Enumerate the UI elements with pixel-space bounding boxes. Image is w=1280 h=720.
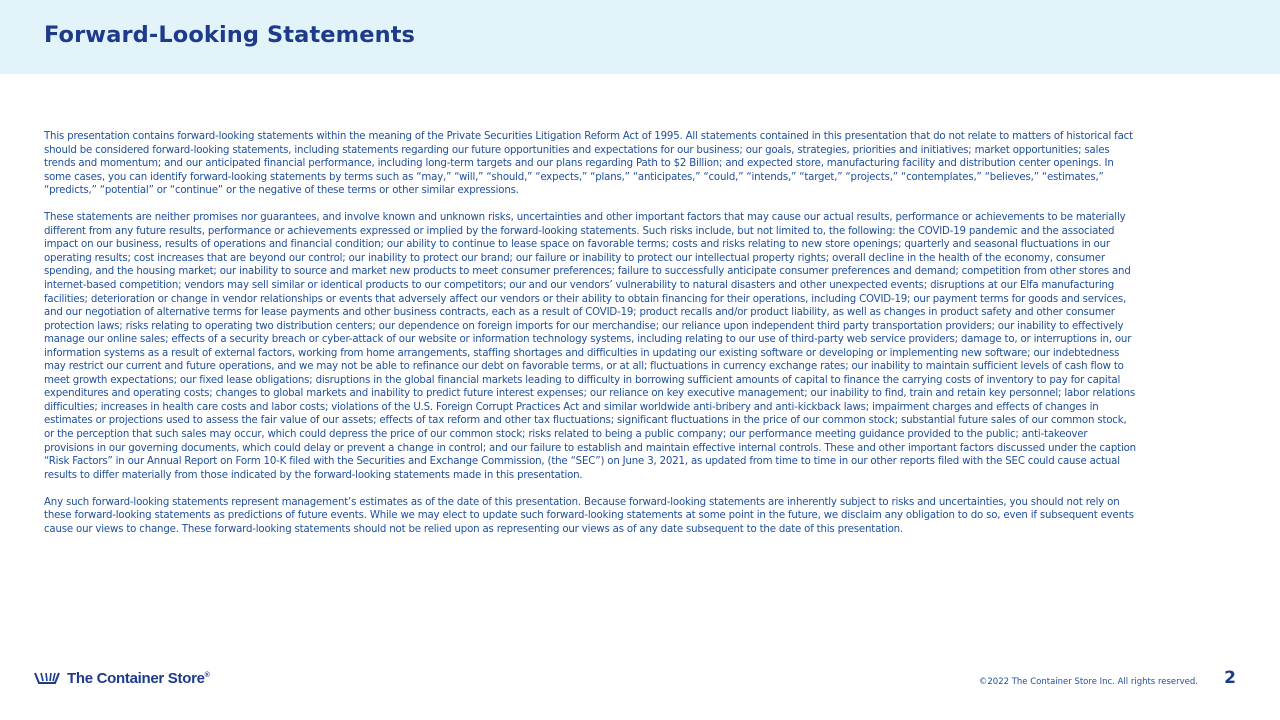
logo-wordmark: The Container Store® (67, 669, 210, 687)
page-number: 2 (1224, 668, 1236, 688)
copyright-notice: ©2022 The Container Store Inc. All rights reserved. (978, 677, 1198, 687)
paragraph-risks: These statements are neither promises nor guarantees, and involve known and unknown risks, uncertainties and other important factors that may cause our actual results, performance or achievements to be materially different from any future results, performance or achievements expressed or implied by the forward-looking statements. Such risks include, but not limited to, the following: the COVID-19 pandemic and the associated impact on our business, results of operations and financial condition; our ability to continue to lease space on favorable terms; costs and risks relating to new store openings; quarterly and seasonal fluctuations in our operating results; cost increases that are beyond our control; our inability to protect our brand; our failure or inability to protect our intellectual property rights; overall decline in the health of the economy, consumer spending, and the housing market; our inability to source and market new products to meet consumer preferences; failure to successfully anticipate consumer preferences and demand; competition from other stores and internet-based competition; vendors may sell similar or identical products to our competitors; our and our vendors’ vulnerability to natural disasters and other unexpected events; disruptions at our Elfa manufacturing facilities; deterioration or change in vendor relationships or events that adversely affect our vendors or their ability to obtain financing for their operations, including COVID-19; our payment terms for goods and services, and our negotiation of alternative terms for lease payments and other business contracts, each as a result of COVID-19; product recalls and/or product liability, as well as changes in product safety and other consumer protection laws; risks relating to operating two distribution centers; our dependence on foreign imports for our merchandise; our reliance upon independent third party transportation providers; our inability to effectively manage our online sales; effects of a security breach or cyber-attack of our website or information technology systems, including relating to our use of third-party web service providers; damage to, or interruptions in, our information systems as a result of external factors, working from home arrangements, staffing shortages and difficulties in updating our existing software or developing or implementing new software; our indebtedness may restrict our current and future operations, and we may not be able to refinance our debt on favorable terms, or at all; fluctuations in currency exchange rates; our inability to maintain sufficient levels of cash flow to meet growth expectations; our fixed lease obligations; disruptions in the global financial markets leading to difficulty in borrowing sufficient amounts of capital to finance the carrying costs of inventory to pay for capital expenditures and operating costs; changes to global markets and inability to predict future interest expenses; our reliance on key executive management; our inability to find, train and retain key personnel; labor relations difficulties; increases in health care costs and labor costs; violations of the U.S. Foreign Corrupt Practices Act and similar worldwide anti-bribery and anti-kickback laws; impairment charges and effects of changes in estimates or projections used to assess the fair value of our assets; effects of tax reform and other tax fluctuations; significant fluctuations in the price of our common stock; substantial future sales of our common stock, or the perception that such sales may occur, which could depress the price of our common stock; risks related to being a public company; our performance meeting guidance provided to the public; anti-takeover provisions in our governing documents, which could delay or prevent a change in control; and our failure to establish and maintain effective internal controls. These and other important factors discussed under the caption “Risk Factors” in our Annual Report on Form 10-K filed with the Securities and Exchange Commission, (the “SEC”) on June 3, 2021, as updated from time to time in our other reports filed with the SEC could cause actual results to differ materially from those indicated by the forward-looking statements made in this presentation. (44, 212, 1136, 481)
paragraph-intro: This presentation contains forward-looking statements within the meaning of the Private Securities Litigation Reform Act of 1995. All statements contained in this presentation that do not relate to matters of historical fact should be considered forward-looking statements, including statements regarding our future opportunities and expectations for our business; our goals, strategies, priorities and initiatives; market opportunities; sales trends and momentum; and our anticipated financial performance, including long-term targets and our plans regarding Path to $2 Billion; and expected store, manufacturing facility and distribution center openings. In some cases, you can identify forward-looking statements by terms such as “may,” “will,” “should,” “expects,” “plans,” “anticipates,” “could,” “intends,” “target,” “projects,” “contemplates,” “believes,” “estimates,” “predicts,” “potential” or “continue” or the negative of these terms or other similar expressions. (44, 131, 1133, 197)
container-store-logo-icon (34, 671, 60, 685)
company-logo (34, 668, 210, 688)
paragraph-estimates: Any such forward-looking statements represent management’s estimates as of the date of this presentation. Because forward-looking statements are inherently subject to risks and uncertainties, you should not rely on these forward-looking statements as predictions of future events. While we may elect to update such forward-looking statements at some point in the future, we disclaim any obligation to do so, even if subsequent events cause our views to change. These forward-looking statements should not be relied upon as representing our views as of any date subsequent to the date of this presentation. (44, 496, 1134, 535)
disclaimer-body (44, 130, 1136, 550)
page-title: Forward-Looking Statements (44, 22, 416, 48)
